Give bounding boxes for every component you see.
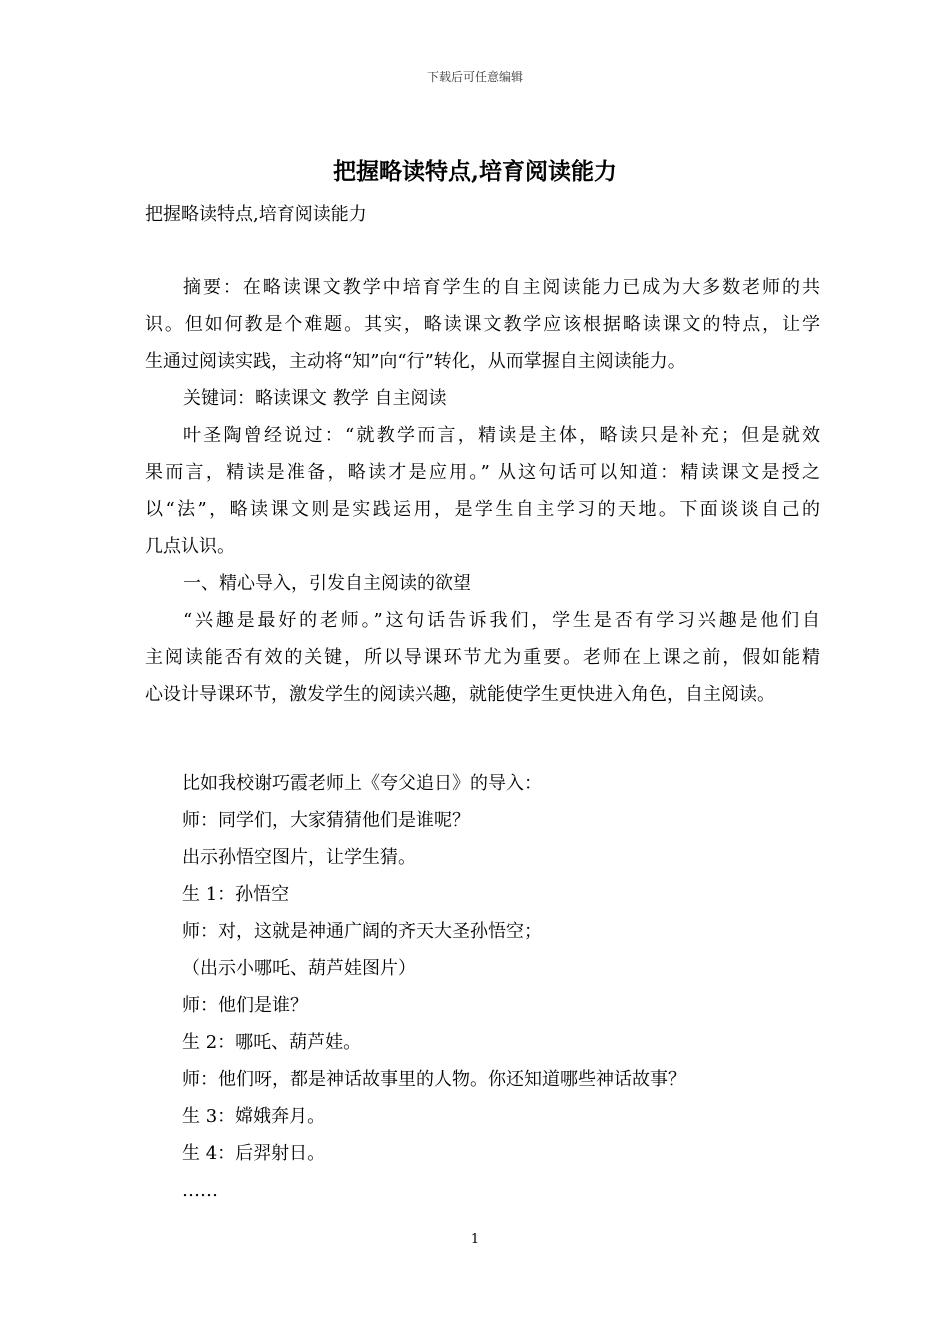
section-line: “兴趣是最好的老师。”这句话告诉我们，学生是否有学习兴趣是他们自 (183, 610, 820, 631)
spacer (145, 713, 820, 765)
dialog-line: （出示小哪吒、葫芦娃图片） (182, 958, 416, 979)
dialog-line: 师：他们呀，都是神话故事里的人物。你还知道哪些神话故事？ (182, 1069, 686, 1090)
keywords: 关键词：略读课文 教学 自主阅读 (183, 388, 447, 409)
quote-line: 几点认识。 (145, 536, 235, 557)
dialog-line: 生 2：哪吒、葫芦娃。 (182, 1032, 362, 1053)
dialog-line: 生 3：嫦娥奔月。 (182, 1106, 326, 1127)
document-body (145, 196, 820, 1209)
dialog-line: 生 1：孙悟空 (182, 884, 290, 905)
ellipsis-line: …… (182, 1180, 218, 1201)
section-line: 主阅读能否有效的关键，所以导课环节尤为重要。老师在上课之前，假如能精 (145, 647, 820, 668)
quote-line: 以“法”，略读课文则是实践运用，是学生自主学习的天地。下面谈谈自己的 (145, 499, 820, 520)
dialog-line: 师：对，这就是神通广阔的齐天大圣孙悟空； (182, 921, 542, 942)
document-title: 把握略读特点,培育阅读能力 (332, 158, 617, 185)
abstract-line: 摘要：在略读课文教学中培育学生的自主阅读能力已成为大多数老师的共 (183, 277, 820, 298)
dialog-line: 师：他们是谁？ (182, 995, 308, 1016)
quote-line: 叶圣陶曾经说过：“就教学而言，精读是主体，略读只是补充；但是就效 (183, 425, 820, 446)
dialog-line: 师：同学们，大家猜猜他们是谁呢？ (182, 810, 470, 831)
abstract-line: 识。但如何教是个难题。其实，略读课文教学应该根据略读课文的特点，让学 (145, 314, 820, 335)
dialog-line: 生 4：后羿射日。 (182, 1143, 326, 1164)
header-note: 下载后可任意编辑 (426, 70, 523, 84)
section-line: 心设计导课环节，激发学生的阅读兴趣，就能使学生更快进入角色，自主阅读。 (145, 684, 775, 705)
quote-line: 果而言，精读是准备，略读才是应用。” 从这句话可以知道：精读课文是授之 (145, 462, 820, 483)
spacer (145, 233, 820, 269)
subtitle: 把握略读特点,培育阅读能力 (145, 204, 367, 225)
section-heading: 一、精心导入，引发自主阅读的欲望 (183, 573, 471, 594)
dialog-line: 出示孙悟空图片，让学生猜。 (182, 847, 416, 868)
example-intro: 比如我校谢巧霞老师上《夸父追日》的导入： (182, 773, 542, 794)
abstract-line: 生通过阅读实践，主动将“知”向“行”转化，从而掌握自主阅读能力。 (145, 351, 686, 372)
page-number: 1 (470, 1232, 480, 1247)
